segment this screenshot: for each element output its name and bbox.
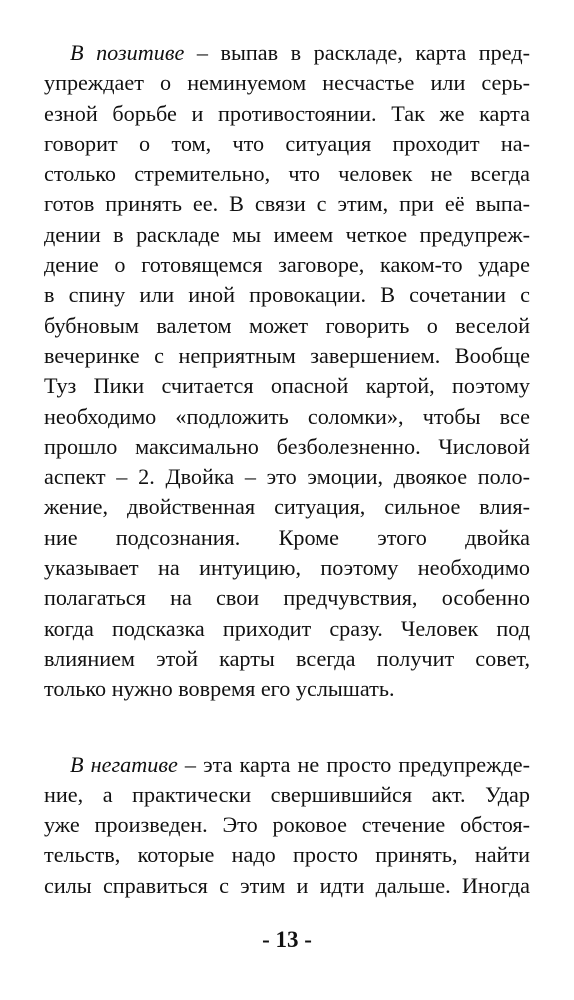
text-line: бубновым валетом может говорить о веселой — [44, 312, 530, 338]
text-line: готов принять ее. В связи с этим, при её выпа- — [44, 191, 530, 217]
text-line: В негативе – эта карта не просто предупрежде- — [70, 751, 530, 777]
paragraph-positive — [44, 38, 530, 705]
page-text — [44, 38, 530, 901]
text-line: необходимо «подложить соломки», чтобы все — [44, 403, 530, 429]
text-line: силы справиться с этим и идти дальше. Иногда — [44, 872, 530, 898]
page-number: - 13 - — [262, 927, 312, 952]
text-line: ние подсознания. Кроме этого двойка — [44, 524, 530, 550]
text-line: влиянием этой карты всегда получит совет, — [44, 645, 530, 671]
text-line: указывает на интуицию, поэтому необходимо — [44, 555, 530, 581]
text-line: когда подсказка приходит сразу. Человек под — [44, 615, 530, 641]
text-line: дение о готовящемся заговоре, каком-то ударе — [44, 252, 530, 278]
text-line: езной борьбе и противостоянии. Так же карта — [44, 100, 530, 126]
paragraph-lead: В негативе — [70, 751, 178, 777]
text-line: столько стремительно, что человек не всегда — [44, 161, 530, 187]
text-line: дении в раскладе мы имеем четкое предупреж- — [44, 221, 530, 247]
paragraph-gap — [44, 705, 530, 750]
text-line: в спину или иной провокации. В сочетании с — [44, 282, 530, 308]
text-line: ние, а практически свершившийся акт. Удар — [44, 781, 530, 807]
text-line: говорит о том, что ситуация проходит на- — [44, 130, 530, 156]
text-line: вечеринке с неприятным завершением. Вообще — [44, 342, 530, 368]
text-line: тельств, которые надо просто принять, найти — [44, 842, 530, 868]
text-line: В позитиве – выпав в раскладе, карта пред- — [70, 40, 531, 65]
text-line: уже произведен. Это роковое стечение обстоя- — [44, 812, 530, 838]
text-line: упреждает о неминуемом несчастье или серь- — [44, 70, 530, 96]
paragraph-negative — [44, 750, 530, 901]
paragraph-lead: В позитиве — [70, 40, 185, 65]
text-line: прошло максимально безболезненно. Числовой — [44, 433, 530, 459]
text-line: жение, двойственная ситуация, сильное влия- — [44, 494, 530, 520]
text-line: Туз Пики считается опасной картой, поэтому — [44, 373, 530, 399]
text-line: только нужно вовремя его услышать. — [44, 676, 395, 702]
text-line: аспект – 2. Двойка – это эмоции, двоякое поло- — [44, 464, 530, 490]
text-line: полагаться на свои предчувствия, особенно — [44, 585, 530, 611]
